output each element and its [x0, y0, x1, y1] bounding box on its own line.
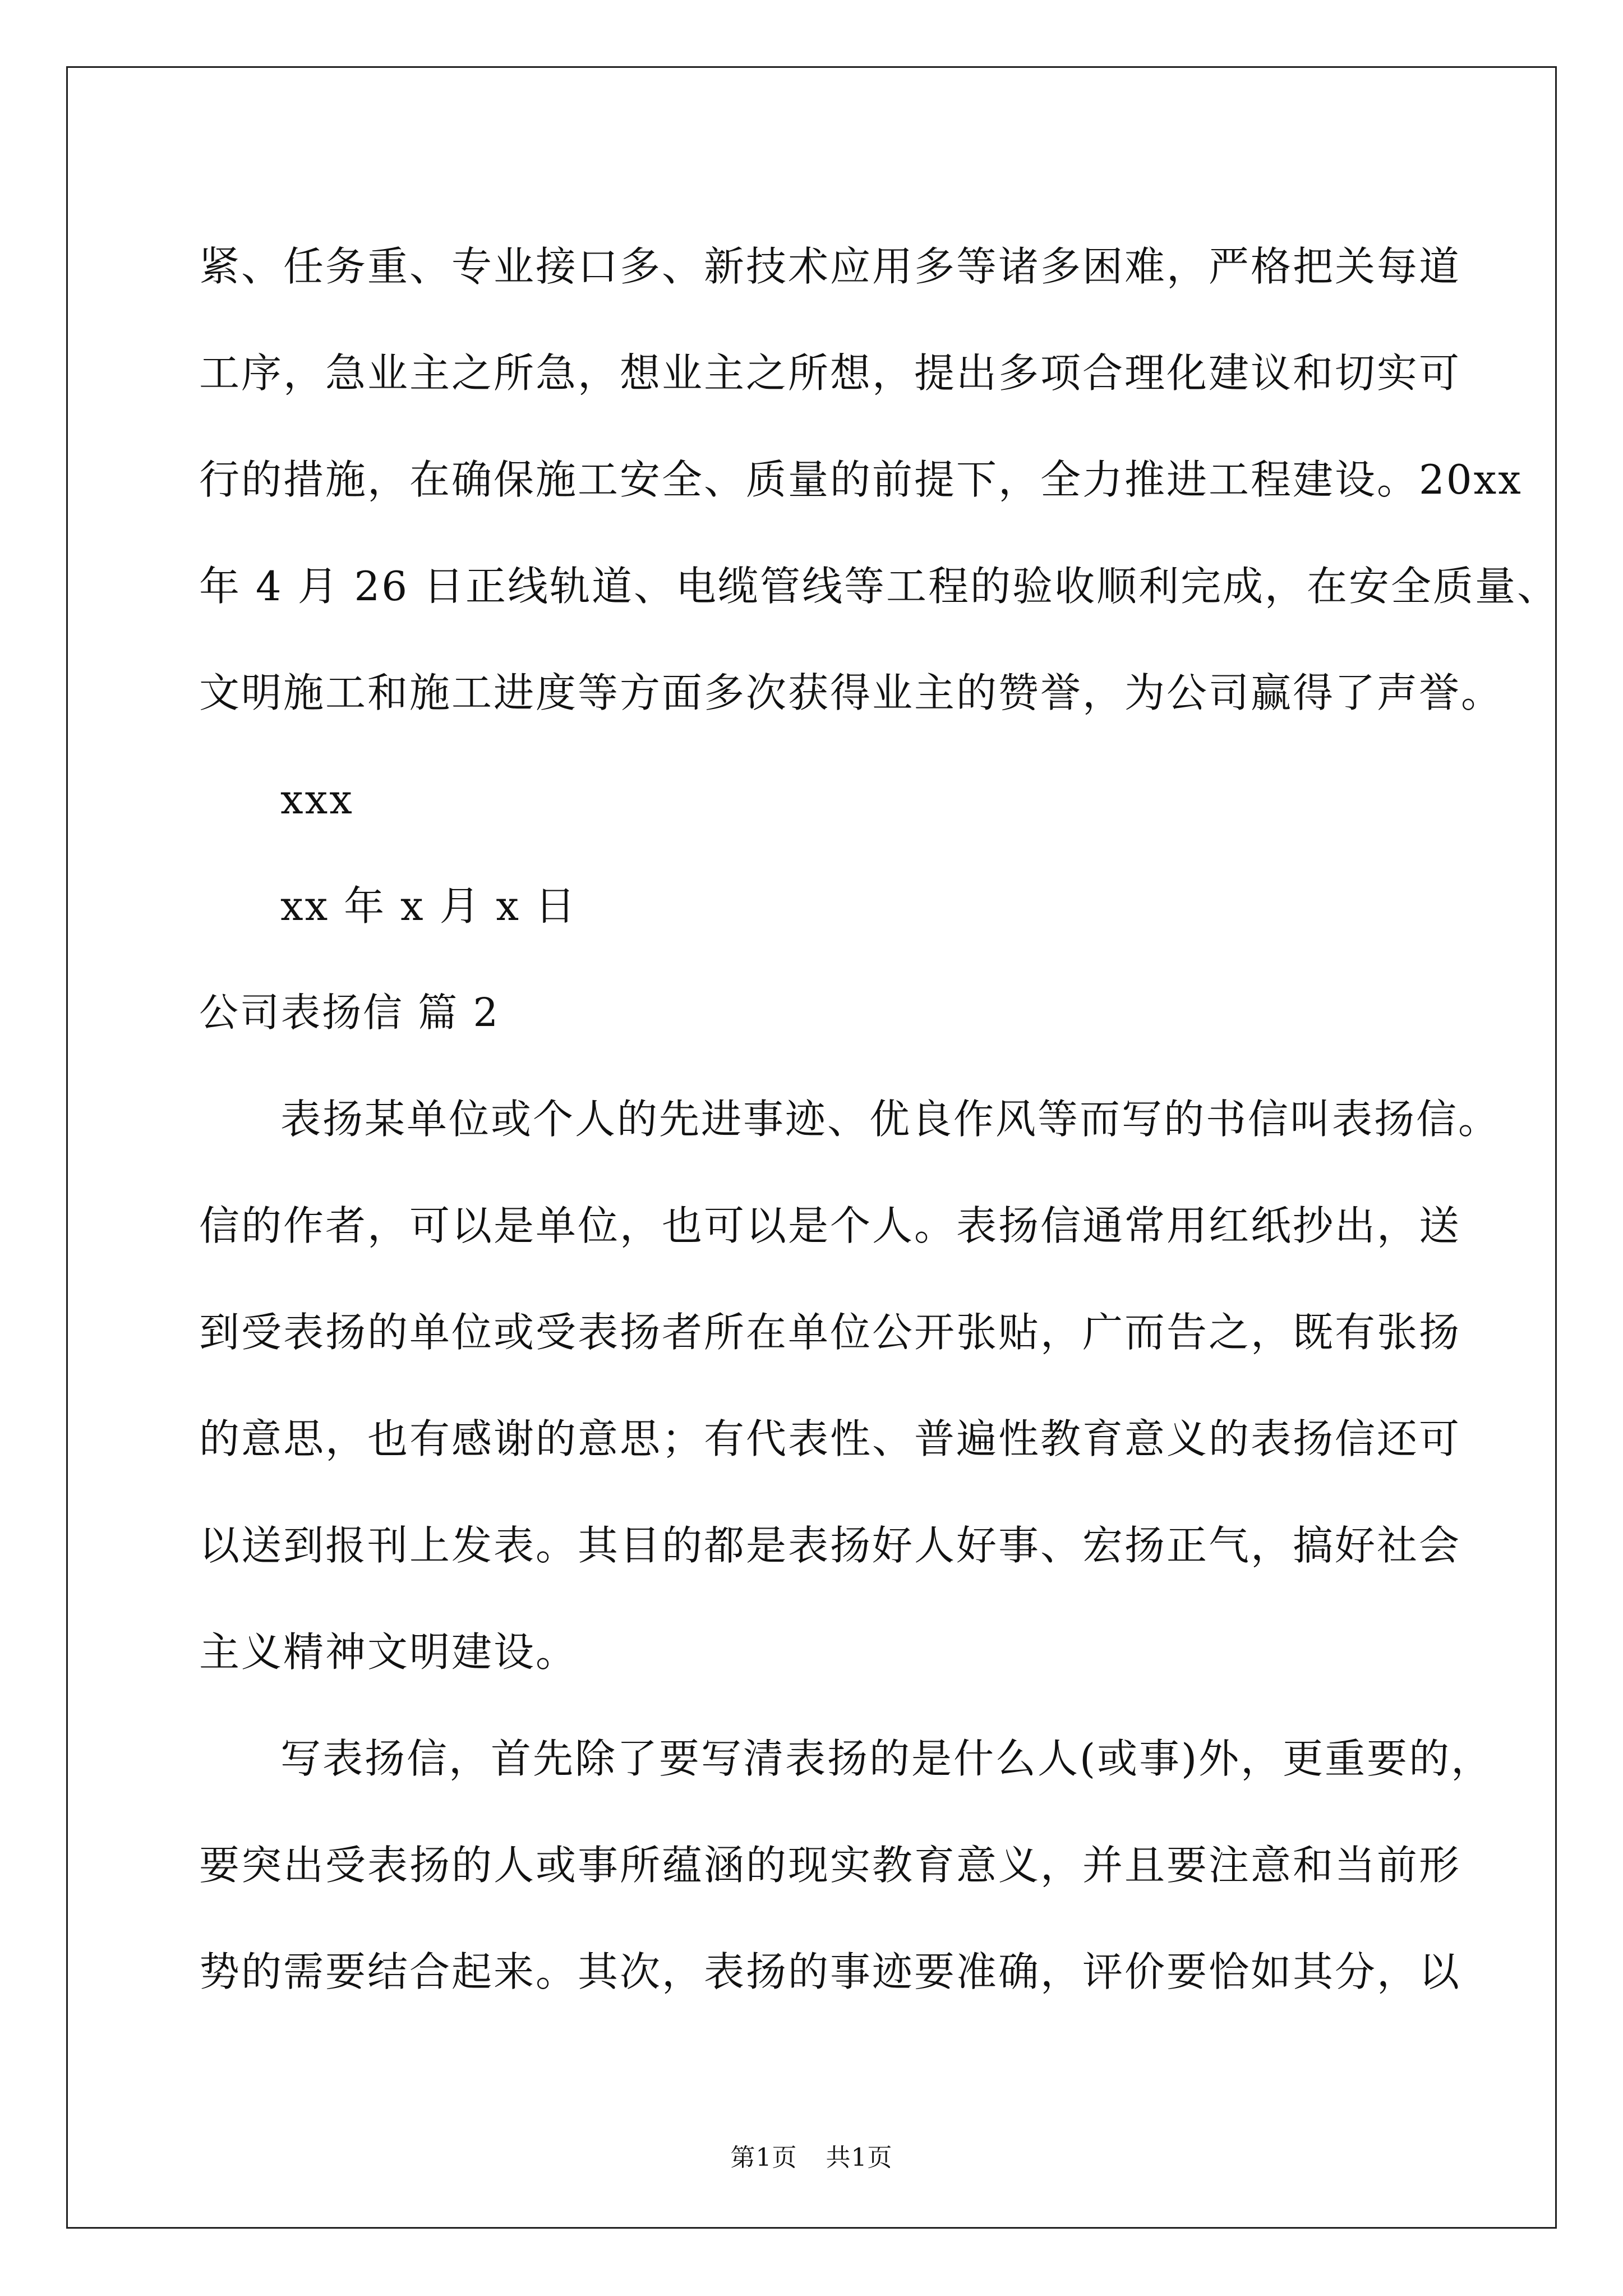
signature-date: xx 年 x 月 x 日	[280, 882, 577, 930]
page-footer	[0, 2137, 1623, 2173]
page-number: 第1页	[730, 2143, 797, 2172]
paragraph-line: 信的作者，可以是单位，也可以是个人。表扬信通常用红纸抄出，送	[199, 1202, 1461, 1249]
document-body	[199, 213, 1559, 2025]
paragraph-line: 表扬某单位或个人的先进事迹、优良作风等而写的书信叫表扬信。	[280, 1096, 1501, 1143]
paragraph-line: 写表扬信，首先除了要写清表扬的是什么人(或事)外，更重要的，	[280, 1735, 1493, 1782]
paragraph-line: 要突出受表扬的人或事所蕴涵的现实教育意义，并且要注意和当前形	[199, 1842, 1461, 1889]
paragraph-line: 势的需要结合起来。其次，表扬的事迹要准确，评价要恰如其分，以	[199, 1948, 1461, 1995]
section-heading: 公司表扬信 篇 2	[199, 990, 500, 1036]
paragraph-line: 行的措施，在确保施工安全、质量的前提下，全力推进工程建设。20xx	[199, 456, 1523, 503]
page-total: 共1页	[826, 2143, 893, 2172]
paragraph-line: 以送到报刊上发表。其目的都是表扬好人好事、宏扬正气，搞好社会	[199, 1522, 1461, 1569]
signature-name: xxx	[280, 776, 354, 823]
paragraph-line: 年 4 月 26 日正线轨道、电缆管线等工程的验收顺利完成，在安全质量、	[199, 563, 1559, 610]
paragraph-line: 紧、任务重、专业接口多、新技术应用多等诸多困难，严格把关每道	[199, 243, 1461, 290]
paragraph-line: 工序，急业主之所急，想业主之所想，提出多项合理化建议和切实可	[199, 349, 1461, 397]
paragraph-line: 文明施工和施工进度等方面多次获得业主的赞誉，为公司赢得了声誉。	[199, 669, 1504, 716]
paragraph-line: 到受表扬的单位或受表扬者所在单位公开张贴，广而告之，既有张扬	[199, 1309, 1461, 1356]
paragraph-line: 的意思，也有感谢的意思；有代表性、普遍性教育意义的表扬信还可	[199, 1415, 1461, 1462]
paragraph-line: 主义精神文明建设。	[199, 1628, 578, 1676]
